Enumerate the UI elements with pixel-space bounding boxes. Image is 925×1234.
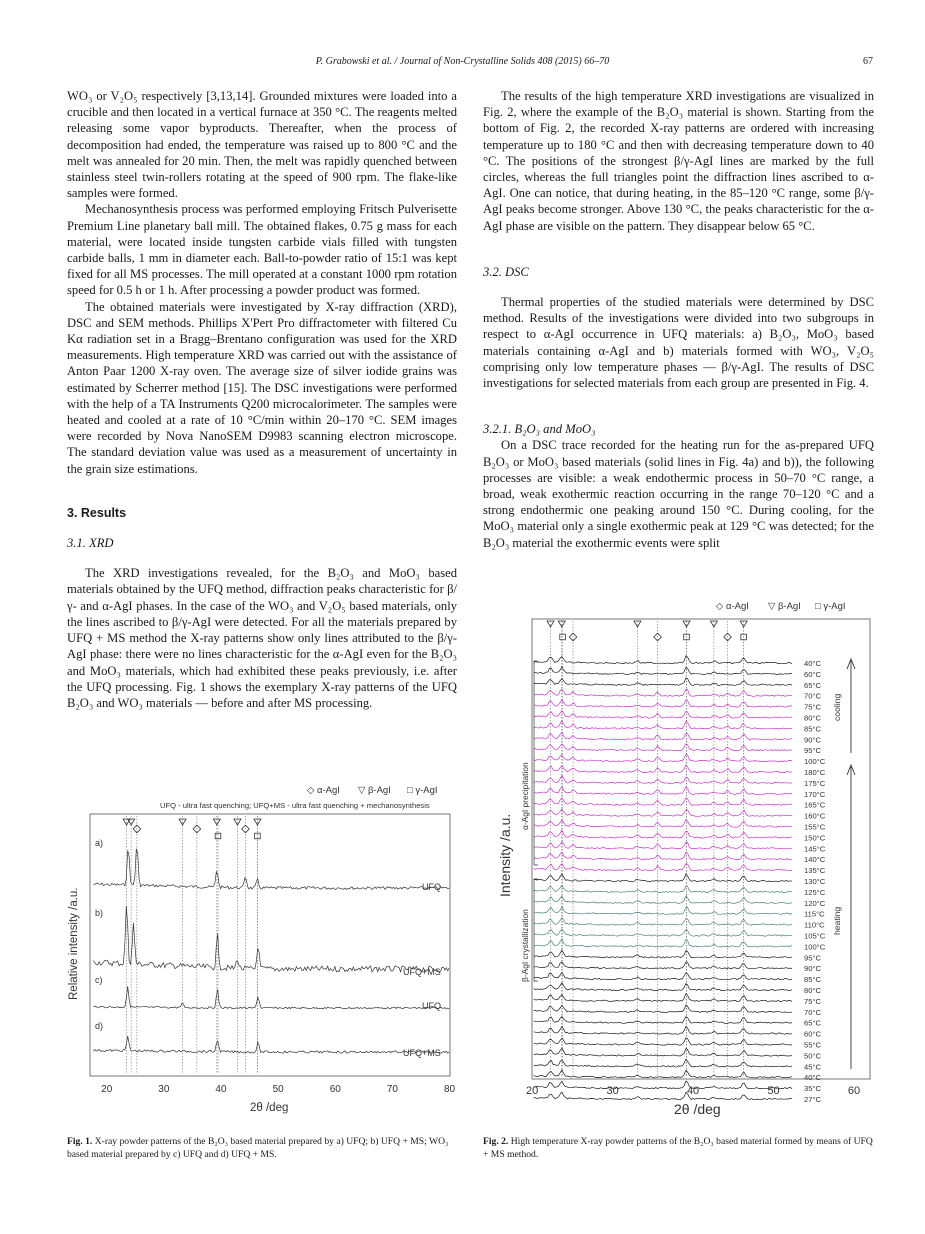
xrd-pattern-line	[534, 765, 793, 773]
legend-alpha: ◇ α-AgI	[716, 601, 749, 612]
paragraph: The results of the high temperature XRD investigations are visualized in Fig. 2, where the example of the B₂O₃ material is shown. Starting from the bottom of Fig. 2, the recorded X-ray patterns are ordered with increasing temperature up to 180 °C and then with decreasing temperature down to 40 °C. The positions of the strongest β/γ-AgI lines are marked by the full circles, whereas the full triangles point the diffraction lines ascribed to α-AgI. One can notice, that during heating, in the 85–120 °C range, some β/γ-AgI peaks become stronger. Above 130 °C, the peaks characteristic for the α-AgI phase are visible on the pattern. They disappear below 65 °C.	[483, 89, 874, 233]
x-tick-label: 60	[329, 1084, 341, 1095]
heating-label: heating	[832, 906, 842, 935]
running-title: P. Grabowski et al. / Journal of Non-Crystalline Solids 408 (2015) 66–70	[315, 56, 610, 67]
temperature-label: 170°C	[804, 789, 826, 799]
paragraph: On a DSC trace recorded for the heating run for the as-prepared UFQ B₂O₃ or MoO₃ based materials (solid lines in Fig. 4a) and b)), the following processes are visible: a weak endothermic process in 50–70 °C range, a broad, weak exothermic reaction occurring in the range 70–120 °C and a strong endothermic one peaking around 150 °C. During cooling, for the MoO₃ material only a single exothermic peak at 129 °C was detected; for the B₂O₃ material the exothermic events were split	[483, 438, 874, 550]
temperature-label: 125°C	[804, 887, 826, 897]
temperature-label: 165°C	[804, 800, 826, 810]
pattern-label: UFQ+MS	[403, 967, 441, 977]
figure-subtitle: UFQ - ultra fast quenching; UFQ+MS - ultra fast quenching + mechanosynthesis	[160, 801, 430, 810]
beta-region-bracket	[534, 879, 538, 981]
xrd-pattern-line	[534, 874, 793, 882]
subsection-heading: 3.2.1. B₂O₃ and MoO₃	[483, 422, 596, 437]
xrd-pattern-line	[534, 721, 793, 729]
temperature-label: 180°C	[804, 768, 826, 777]
x-tick-label: 50	[767, 1085, 780, 1097]
pattern-label: UFQ	[422, 1001, 441, 1011]
xrd-pattern-line	[534, 678, 793, 686]
paragraph: WO₃ or V₂O₅ respectively [3,13,14]. Grounded mixtures were loaded into a crucible and then located in a vertical furnace at 350 °C. The reagents melted releasing some vapor byproducts. Thereafter, when the process of decomposition had ended, the temperature was raised up to 800 °C and the melt was annealed for 20 min. Then, the melt was rapidly quenched between stainless steel twin-rollers rotating at the speed of 900 rpm. The flake-like samples were formed.	[67, 89, 457, 201]
paragraph: The XRD investigations revealed, for the B₂O₃ and MoO₃ based materials obtained by the UFQ method, diffraction peaks characteristic for β/γ- and α-AgI phases. In the case of the WO₃ and V₂O₅ based materials, only the lines ascribed to β/γ-AgI were detected. For all the materials prepared by UFQ + MS method the X-ray patterns show only lines attributed to the β/γ-AgI phase: there were no lines characteristic for the α-AgI even for the B₂O₃ and MoO₃ materials, which had exhibited these peaks previously, i.e. after the UFQ processing. Fig. 1 shows the exemplary X-ray patterns of the UFQ B₂O₃ and WO₃ materials — before and after MS processing.	[67, 566, 457, 710]
heating-arrow	[847, 765, 855, 1069]
left-column	[67, 88, 457, 711]
temperature-label: 85°C	[804, 975, 821, 985]
x-tick-label: 20	[526, 1085, 539, 1097]
xrd-pattern-line	[534, 896, 793, 904]
xrd-pattern-line	[534, 1048, 793, 1056]
xrd-pattern-line	[534, 744, 793, 751]
xrd-pattern-line	[534, 983, 793, 991]
xrd-pattern-line	[534, 667, 793, 675]
xrd-pattern-line	[534, 1038, 793, 1045]
temperature-label: 50°C	[804, 1051, 821, 1061]
xrd-pattern-line	[534, 755, 793, 762]
figure-1-caption: Fig. 1. X-ray powder patterns of the B₂O₃ based material prepared by a) UFQ; b) UFQ + MS; WO₃ based material prepared by c) UFQ and d) UFQ + MS.	[67, 1136, 449, 1160]
x-axis-label: 2θ /deg	[674, 1101, 721, 1117]
xrd-pattern-line	[534, 929, 793, 936]
temperature-label: 40°C	[804, 659, 821, 668]
xrd-pattern-line	[534, 864, 793, 871]
xrd-pattern-line	[534, 656, 793, 664]
cooling-label: cooling	[832, 693, 842, 721]
xrd-pattern-line	[534, 1026, 793, 1034]
temperature-label: 115°C	[804, 909, 825, 919]
xrd-pattern-line	[93, 849, 449, 890]
plot-frame	[90, 814, 450, 1076]
temperature-label: 150°C	[804, 833, 826, 843]
xrd-pattern-line	[534, 1092, 793, 1100]
xrd-pattern-line	[534, 776, 793, 784]
running-header	[0, 56, 925, 72]
temperature-label: 110°C	[804, 920, 825, 930]
x-tick-label: 30	[606, 1085, 619, 1097]
legend-alpha: ◇ α-AgI	[307, 785, 340, 796]
temperature-label: 155°C	[804, 822, 826, 832]
y-axis-label: Intensity /a.u.	[497, 813, 513, 897]
legend-gamma: □ γ-AgI	[815, 601, 846, 612]
xrd-pattern-line	[534, 994, 793, 1002]
xrd-pattern-line	[534, 787, 793, 795]
xrd-pattern-line	[534, 1070, 793, 1078]
x-tick-label: 20	[101, 1084, 113, 1095]
section-heading: 3. Results	[67, 505, 127, 520]
temperature-label: 35°C	[804, 1084, 821, 1094]
xrd-pattern-line	[534, 842, 793, 849]
temperature-label: 45°C	[804, 1062, 821, 1072]
x-tick-label: 30	[158, 1084, 170, 1095]
temperature-label: 80°C	[804, 986, 821, 995]
xrd-pattern-line	[534, 830, 793, 838]
temperature-label: 160°C	[804, 811, 826, 821]
xrd-pattern-line	[534, 798, 793, 805]
xrd-pattern-line	[534, 918, 793, 926]
temperature-label: 100°C	[804, 757, 826, 767]
xrd-pattern-line	[534, 939, 793, 947]
temperature-label: 40°C	[804, 1073, 821, 1083]
xrd-pattern-line	[93, 986, 449, 1009]
temperature-label: 95°C	[804, 953, 821, 963]
temperature-label: 70°C	[804, 691, 821, 701]
pattern-letter: d)	[95, 1021, 104, 1031]
xrd-pattern-line	[534, 852, 793, 860]
paragraph: Thermal properties of the studied materials were determined by DSC method. Results of the investigations were divided into two subgroups in respect to α-AgI occurrence in UFQ materials: a) B₂O₃, MoO₃ based materials containing α-AgI and b) materials formed with WO₃, V₂O₅ comprising only low temperature phases — β/γ-AgI. The results of DSC investigations for selected materials from each group are presented in Fig. 4.	[483, 295, 874, 391]
xrd-pattern-line	[534, 1081, 793, 1089]
subsection-heading: 3.2. DSC	[483, 264, 529, 279]
x-tick-label: 40	[686, 1085, 700, 1097]
xrd-pattern-line	[534, 689, 793, 696]
pattern-label: UFQ+MS	[403, 1048, 441, 1058]
legend-beta: ▽ β-AgI	[768, 601, 801, 612]
alpha-region-label: α-AgI precipitation	[520, 762, 530, 830]
temperature-label: 145°C	[804, 844, 826, 854]
temperature-label: 95°C	[804, 746, 821, 756]
x-tick-label: 70	[386, 1084, 398, 1095]
figure-2-caption: Fig. 2. High temperature X-ray powder patterns of the B₂O₃ based material formed by means of UFQ + MS method.	[483, 1136, 873, 1160]
pattern-label: UFQ	[422, 882, 441, 892]
temperature-label: 75°C	[804, 996, 821, 1006]
temperature-label: 135°C	[804, 866, 826, 876]
xrd-pattern-line	[534, 906, 793, 914]
temperature-label: 27°C	[804, 1095, 821, 1104]
temperature-label: 65°C	[804, 1018, 821, 1028]
x-tick-label: 80	[444, 1084, 456, 1095]
paragraph: The obtained materials were investigated by X-ray diffraction (XRD), DSC and SEM methods. Phillips X'Pert Pro diffractometer with filtered Cu Kα radiation set in a Bragg–Brentano configuration was used for the XRD measurements. High temperature XRD was carried out with the assistance of Anton Paar 1200 X-ray oven. The average size of silver iodide grains was estimated by Scherrer method [15]. The DSC investigations were performed with the help of a TA Instruments Q200 microcalorimeter. The samples were heated and cooled at a rate of 10 °C/min within 20–170 °C. SEM images were recorded by Nova NanoSEM D9983 scanning electron microscope. The standard deviation value was used as a measurement of uncertainty in the grain size estimations.	[67, 299, 457, 476]
xrd-pattern-line	[534, 1017, 793, 1024]
temperature-label: 140°C	[804, 855, 826, 865]
temperature-label: 75°C	[804, 702, 821, 712]
xrd-pattern-line	[534, 885, 793, 892]
alpha-region-bracket	[534, 661, 538, 865]
xrd-pattern-line	[534, 1059, 793, 1067]
pattern-letter: c)	[95, 975, 103, 985]
xrd-pattern-line	[534, 732, 793, 740]
temperature-label: 65°C	[804, 680, 821, 690]
figure-1	[62, 780, 458, 1125]
temperature-label: 55°C	[804, 1040, 821, 1050]
temperature-label: 175°C	[804, 778, 826, 788]
pattern-letter: a)	[95, 838, 104, 848]
xrd-pattern-line	[534, 809, 793, 816]
subsection-heading: 3.1. XRD	[67, 536, 114, 551]
legend-gamma: □ γ-AgI	[407, 785, 438, 796]
x-tick-label: 40	[215, 1084, 227, 1095]
xrd-pattern-line	[93, 906, 449, 972]
temperature-label: 120°C	[804, 898, 826, 908]
x-tick-label: 50	[272, 1084, 284, 1095]
xrd-pattern-line	[534, 962, 793, 969]
xrd-pattern-line	[534, 1005, 793, 1013]
xrd-pattern-line	[534, 820, 793, 828]
pattern-letter: b)	[95, 908, 104, 918]
temperature-label: 70°C	[804, 1007, 821, 1017]
temperature-label: 130°C	[804, 877, 826, 886]
temperature-label: 90°C	[804, 964, 821, 974]
xrd-pattern-line	[534, 699, 793, 707]
cooling-arrow	[847, 659, 855, 753]
x-tick-label: 60	[847, 1085, 861, 1097]
xrd-pattern-line	[93, 1036, 449, 1053]
paragraph: Mechanosynthesis process was performed employing Fritsch Pulverisette Premium Line planetary ball mill. The obtained flakes, 0.75 g mass for each material, were located inside tungsten carbide vials filled with tungsten carbide balls, 1 mm in diameter each. Ball-to-powder ratio of 15:1 was kept fixed for all MS processes. The mill operated at a constant 1000 rpm rotation speed for 0.5 h or 1 h. After processing a powder product was formed.	[67, 202, 457, 298]
temperature-label: 80°C	[804, 713, 821, 723]
right-column	[483, 88, 874, 551]
y-axis-label: Relative intensity /a.u.	[68, 887, 80, 1000]
xrd-pattern-line	[534, 711, 793, 719]
x-axis-label: 2θ /deg	[250, 1102, 289, 1114]
temperature-label: 90°C	[804, 735, 821, 745]
temperature-label: 60°C	[804, 669, 821, 679]
figure-2	[488, 597, 880, 1124]
legend-beta: ▽ β-AgI	[358, 785, 391, 796]
temperature-label: 105°C	[804, 931, 826, 941]
xrd-pattern-line	[534, 950, 793, 958]
beta-region-label: β-AgI crystallization	[520, 909, 530, 982]
temperature-label: 85°C	[804, 724, 821, 734]
page-number: 67	[863, 56, 873, 67]
xrd-pattern-line	[534, 972, 793, 980]
temperature-label: 60°C	[804, 1029, 821, 1039]
temperature-label: 100°C	[804, 942, 826, 952]
